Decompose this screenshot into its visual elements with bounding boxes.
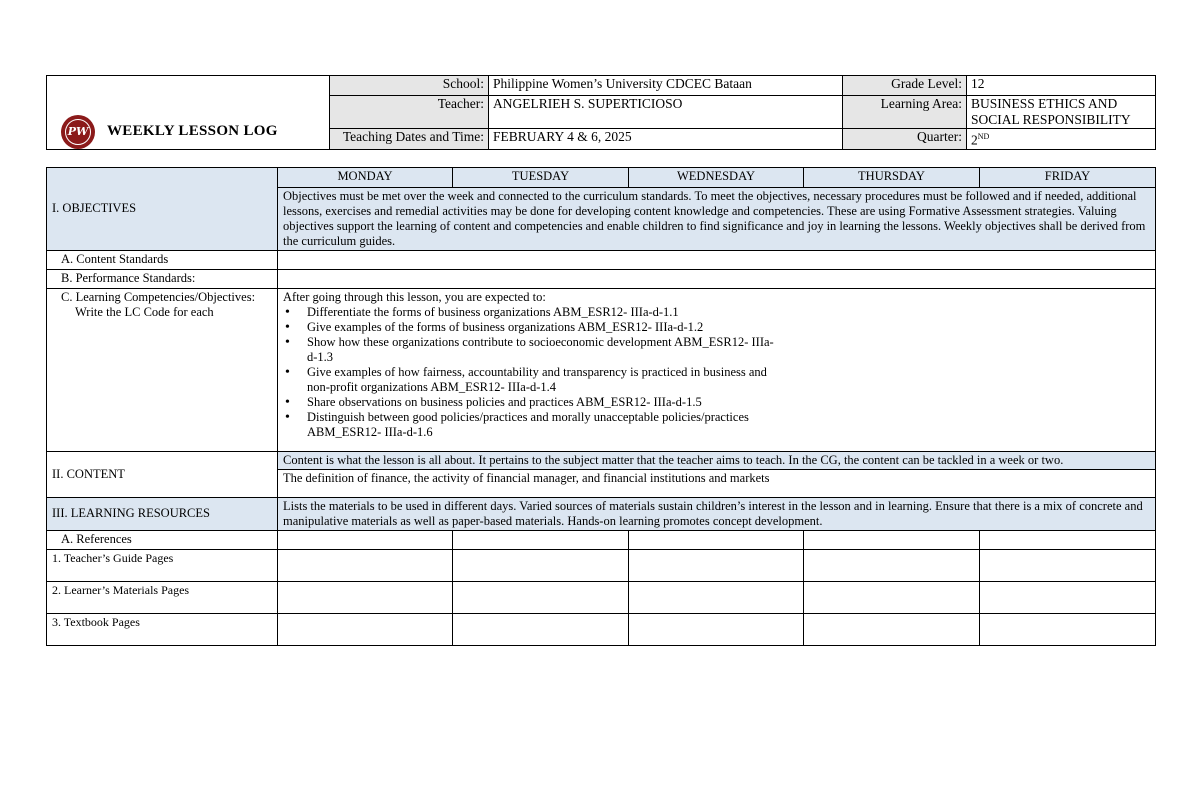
table-cell: [804, 530, 980, 549]
day-wednesday: WEDNESDAY: [629, 167, 804, 187]
learner-materials-label: 2. Learner’s Materials Pages: [47, 581, 278, 613]
school-label: School:: [330, 76, 489, 96]
content-value: The definition of finance, the activity of financial manager, and financial institutions and markets: [278, 469, 1156, 497]
competencies-list: [283, 305, 777, 440]
table-cell: [980, 530, 1156, 549]
day-tuesday: TUESDAY: [453, 167, 629, 187]
day-friday: FRIDAY: [980, 167, 1156, 187]
teacher-value: ANGELRIEH S. SUPERTICIOSO: [489, 96, 843, 129]
lesson-table: [46, 167, 1156, 646]
quarter-label: Quarter:: [843, 129, 967, 150]
list-item: • Differentiate the forms of business organizations ABM_ESR12- IIIa-d-1.1: [307, 305, 777, 320]
performance-standards-value: [278, 269, 1156, 288]
table-cell: [980, 613, 1156, 645]
table-cell: [629, 549, 804, 581]
list-item: • Distinguish between good policies/practices and morally unacceptable policies/practices ABM_ESR12- IIIa-d-1.6: [307, 410, 777, 440]
table-cell: [804, 581, 980, 613]
table-cell: [629, 613, 804, 645]
school-logo-icon: PW: [61, 115, 95, 149]
table-cell: [629, 581, 804, 613]
table-cell: [804, 613, 980, 645]
performance-standards-label: B. Performance Standards:: [47, 269, 278, 288]
table-cell: [980, 581, 1156, 613]
area-label: Learning Area:: [843, 96, 967, 129]
resources-note: Lists the materials to be used in different days. Varied sources of materials sustain children’s interest in the lesson and in learning. Ensure that there is a mix of concrete and manipulative materials as well as paper-based materials. Hands-on learning promotes concept development.: [278, 497, 1156, 530]
objectives-heading: I. OBJECTIVES: [47, 167, 278, 250]
header-table: [46, 75, 1156, 150]
day-thursday: THURSDAY: [804, 167, 980, 187]
textbook-label: 3. Textbook Pages: [47, 613, 278, 645]
day-monday: MONDAY: [278, 167, 453, 187]
competencies-cell: [278, 288, 1156, 451]
grade-value: 12: [967, 76, 1156, 96]
table-cell: [453, 549, 629, 581]
log-title: WEEKLY LESSON LOG: [107, 122, 278, 139]
content-heading: II. CONTENT: [47, 451, 278, 497]
competencies-sublabel: Write the LC Code for each: [75, 304, 214, 319]
content-standards-value: [278, 250, 1156, 269]
competencies-label: C. Learning Competencies/Objectives:: [61, 289, 256, 304]
list-item: • Give examples of the forms of business organizations ABM_ESR12- IIIa-d-1.2: [307, 320, 777, 335]
title-cell: [47, 76, 330, 150]
dates-value: FEBRUARY 4 & 6, 2025: [489, 129, 843, 150]
table-cell: [278, 549, 453, 581]
quarter-value: 2ND: [967, 129, 1156, 150]
teacher-guide-label: 1. Teacher’s Guide Pages: [47, 549, 278, 581]
area-value: BUSINESS ETHICS AND SOCIAL RESPONSIBILITY: [967, 96, 1156, 129]
references-label: A. References: [47, 530, 278, 549]
table-cell: [278, 581, 453, 613]
grade-label: Grade Level:: [843, 76, 967, 96]
competencies-intro: After going through this lesson, you are expected to:: [283, 289, 546, 304]
table-cell: [804, 549, 980, 581]
table-cell: [453, 530, 629, 549]
objectives-note: Objectives must be met over the week and connected to the curriculum standards. To meet the objectives, necessary procedures must be followed and if needed, additional lessons, exercises and remedial activities may be done for developing content knowledge and competencies. These are using Formative Assessment strategies. Valuing objectives support the learning of content and competencies and enable children to find significance and joy in learning the lessons. Weekly objectives shall be derived from the curriculum guides.: [278, 187, 1156, 250]
list-item: • Show how these organizations contribute to socioeconomic development ABM_ESR12- IIIa-d-1.3: [307, 335, 777, 365]
dates-label: Teaching Dates and Time:: [330, 129, 489, 150]
teacher-label: Teacher:: [330, 96, 489, 129]
list-item: • Share observations on business policies and practices ABM_ESR12- IIIa-d-1.5: [307, 395, 777, 410]
table-cell: [980, 549, 1156, 581]
table-cell: [278, 613, 453, 645]
table-cell: [629, 530, 804, 549]
competencies-label-cell: [47, 288, 278, 451]
table-cell: [278, 530, 453, 549]
list-item: • Give examples of how fairness, accountability and transparency is practiced in business and non-profit organizations ABM_ESR12- IIIa-d-1.4: [307, 365, 777, 395]
table-cell: [453, 613, 629, 645]
table-cell: [453, 581, 629, 613]
school-value: Philippine Women’s University CDCEC Bataan: [489, 76, 843, 96]
lesson-log-page: [46, 75, 1155, 646]
content-note: Content is what the lesson is all about. It pertains to the subject matter that the teacher aims to teach. In the CG, the content can be tackled in a week or two.: [278, 451, 1156, 469]
content-standards-label: A. Content Standards: [47, 250, 278, 269]
resources-heading: III. LEARNING RESOURCES: [47, 497, 278, 530]
